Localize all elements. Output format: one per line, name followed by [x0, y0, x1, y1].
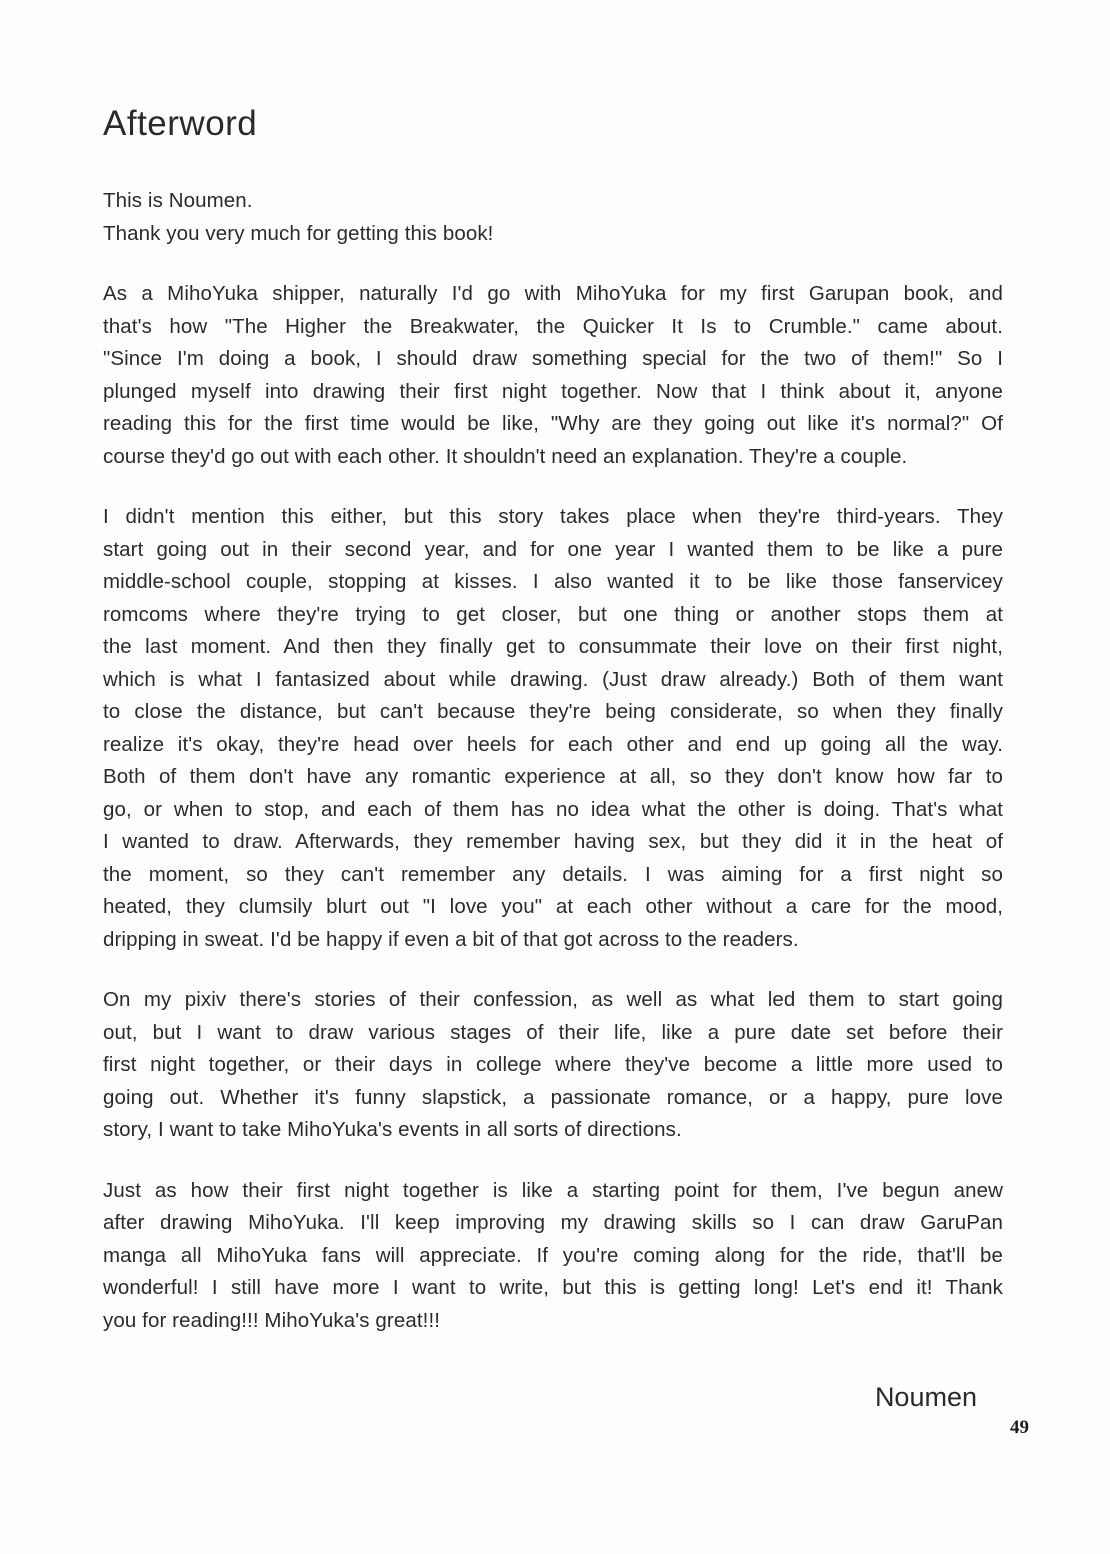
- text-line: heated, they clumsily blurt out "I love you" at each other without a care for the mood,: [103, 895, 1003, 918]
- paragraph-book-origin: [103, 278, 1003, 473]
- paragraph-story-background: [103, 501, 1003, 956]
- text-line: wonderful! I still have more I want to write, but this is getting long! Let's end it! Thank: [103, 1276, 1003, 1299]
- text-line: going out. Whether it's funny slapstick, a passionate romance, or a happy, pure love: [103, 1085, 1003, 1109]
- text-line: go, or when to stop, and each of them has no idea what the other is doing. That's what: [103, 797, 1003, 821]
- text-line: reading this for the first time would be like, "Why are they going out like it's normal?" Of: [103, 412, 1003, 435]
- text-line: Just as how their first night together is like a starting point for them, I've begun anew: [103, 1178, 1003, 1202]
- text-line: romcoms where they're trying to get closer, but one thing or another stops them at: [103, 602, 1003, 626]
- text-line: the last moment. And then they finally get to consummate their love on their first night,: [103, 635, 1003, 658]
- text-line: On my pixiv there's stories of their confession, as well as what led them to start going: [103, 988, 1003, 1011]
- text-line: This is Noumen.: [103, 189, 253, 212]
- text-line: story, I want to take MihoYuka's events in all sorts of directions.: [103, 1118, 682, 1141]
- text-line: course they'd go out with each other. It shouldn't need an explanation. They're a couple.: [103, 444, 908, 468]
- paragraph-greeting: [103, 185, 1003, 250]
- text-line: which is what I fantasized about while drawing. (Just draw already.) Both of them want: [103, 667, 1003, 691]
- text-line: after drawing MihoYuka. I'll keep improving my drawing skills so I can draw GaruPan: [103, 1211, 1003, 1234]
- author-signature: Noumen: [874, 1382, 977, 1412]
- text-line: first night together, or their days in college where they've become a little more used to: [103, 1053, 1003, 1076]
- paragraph-closing: [103, 1175, 1003, 1338]
- text-line: that's how "The Higher the Breakwater, the Quicker It Is to Crumble." came about.: [103, 314, 1003, 338]
- text-line: "Since I'm doing a book, I should draw something special for the two of them!" So I: [103, 347, 1003, 370]
- text-line: out, but I want to draw various stages of their life, like a pure date set before their: [103, 1020, 1003, 1044]
- text-line: I didn't mention this either, but this story takes place when they're third-years. They: [103, 505, 1003, 528]
- text-line: you for reading!!! MihoYuka's great!!!: [103, 1308, 441, 1332]
- text-line: As a MihoYuka shipper, naturally I'd go with MihoYuka for my first Garupan book, and: [103, 282, 1003, 305]
- text-line: manga all MihoYuka fans will appreciate. If you're coming along for the ride, that'll be: [103, 1243, 1003, 1267]
- text-line: middle-school couple, stopping at kisses. I also wanted it to be like those fanservicey: [103, 570, 1003, 593]
- page-number: 49: [1010, 1417, 1029, 1438]
- text-line: realize it's okay, they're head over heels for each other and end up going all the way.: [103, 732, 1003, 756]
- page-title: Afterword: [103, 104, 258, 143]
- text-line: dripping in sweat. I'd be happy if even a bit of that got across to the readers.: [103, 927, 799, 951]
- afterword-content: [103, 104, 1003, 1413]
- text-line: I wanted to draw. Afterwards, they remember having sex, but they did it in the heat of: [103, 830, 1003, 853]
- text-line: Both of them don't have any romantic experience at all, so they don't know how far to: [103, 765, 1003, 788]
- text-line: to close the distance, but can't because they're being considerate, so when they finally: [103, 700, 1003, 723]
- text-line: Thank you very much for getting this book!: [103, 221, 494, 245]
- paragraph-pixiv-plans: [103, 984, 1003, 1147]
- text-line: start going out in their second year, and for one year I wanted them to be like a pure: [103, 537, 1003, 561]
- text-line: the moment, so they can't remember any details. I was aiming for a first night so: [103, 862, 1003, 886]
- text-line: plunged myself into drawing their first night together. Now that I think about it, anyone: [103, 379, 1003, 403]
